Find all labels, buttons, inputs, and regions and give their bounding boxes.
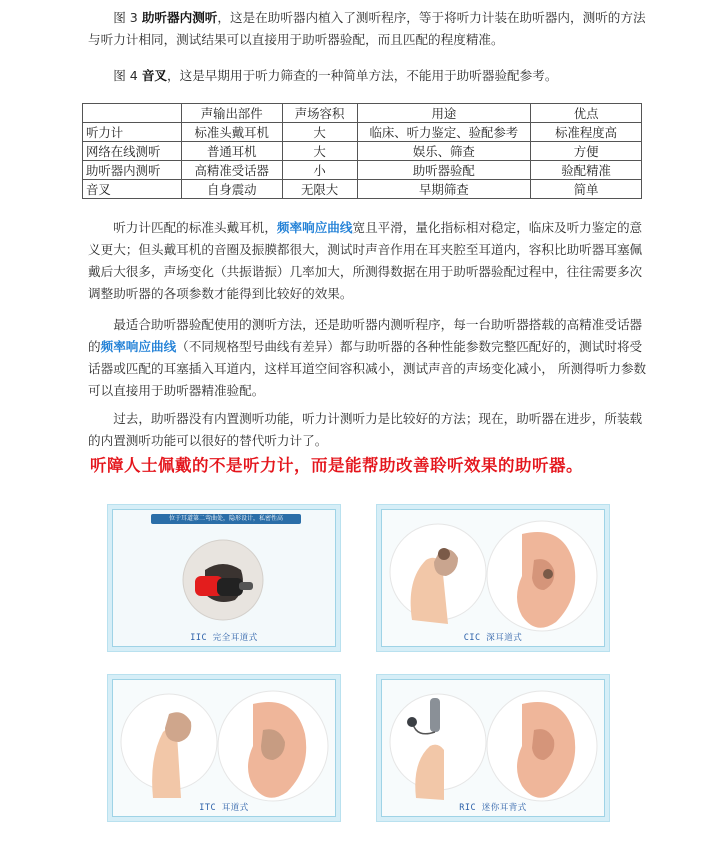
table-cell: 简单 bbox=[531, 180, 642, 199]
table-cell: 助听器内测听 bbox=[83, 161, 182, 180]
ric-image-card bbox=[381, 679, 605, 817]
fig3-paragraph bbox=[88, 7, 648, 51]
iic-image-card bbox=[112, 509, 336, 647]
table-cell: 标准头戴耳机 bbox=[181, 123, 282, 142]
iic-note: 位于耳道第二弯曲处，隐形设计，私密性高 bbox=[151, 514, 301, 524]
table-cell: 方便 bbox=[531, 142, 642, 161]
fig4-paragraph bbox=[88, 65, 648, 87]
table-header-cell: 声场容积 bbox=[282, 104, 357, 123]
para1-a: 听力计匹配的标准头戴耳机， bbox=[113, 220, 277, 235]
ric-illustration bbox=[382, 680, 604, 816]
table-cell: 自身震动 bbox=[181, 180, 282, 199]
iic-illustration bbox=[113, 510, 335, 646]
itc-image-card bbox=[112, 679, 336, 817]
table-row bbox=[83, 142, 642, 161]
fig4-prefix: 图 4 bbox=[113, 68, 142, 83]
table-cell: 高精准受话器 bbox=[181, 161, 282, 180]
iic-caption: IIC 完全耳道式 bbox=[190, 633, 258, 643]
ric-caption: RIC 迷你耳背式 bbox=[459, 803, 527, 813]
paragraph-headphones bbox=[88, 217, 648, 305]
table-cell: 娱乐、筛查 bbox=[357, 142, 531, 161]
table-cell: 临床、听力鉴定、验配参考 bbox=[357, 123, 531, 142]
table-row bbox=[83, 161, 642, 180]
table-cell: 早期筛查 bbox=[357, 180, 531, 199]
table-header-cell bbox=[83, 104, 182, 123]
para1-b: 宽且平滑，量化指标相对稳定，临床及听力鉴定的意义更大；但头戴耳机的音圈及振膜都很大，测试时声音作用在耳夹腔至耳道内，容积比助听器耳塞佩戴后大很多，声场变化（共振谐振）几率加大，所测得数据在用于助听器验配过程中，往往需要多次调整助听器的各项参数才能得到比较好的效果。 bbox=[88, 220, 643, 301]
table-header-cell: 优点 bbox=[531, 104, 642, 123]
table-cell: 验配精准 bbox=[531, 161, 642, 180]
frequency-response-link[interactable]: 频率响应曲线 bbox=[100, 339, 177, 354]
table-cell: 助听器验配 bbox=[357, 161, 531, 180]
table-row bbox=[83, 180, 642, 199]
table-cell: 网络在线测听 bbox=[83, 142, 182, 161]
paragraph-past-present: 过去，助听器没有内置测听功能，听力计测听力是比较好的方法；现在，助听器在进步，所装载的内置测听功能可以很好的替代听力计了。 bbox=[88, 411, 643, 448]
para2-b: （不同规格型号曲线有差异）都与助听器的各种性能参数完整匹配好的，测试时将受话器或匹配的耳塞插入耳道内，这样耳道空间容积减小，测试声音的声场变化减小， 所测得听力参数可以直接用于助听器精准验配。 bbox=[88, 339, 647, 398]
table-cell: 无限大 bbox=[282, 180, 357, 199]
table-cell: 音叉 bbox=[83, 180, 182, 199]
cic-caption: CIC 深耳道式 bbox=[463, 633, 523, 643]
cic-image-card bbox=[381, 509, 605, 647]
cic-illustration bbox=[382, 510, 604, 646]
fig3-text: ，这是在助听器内植入了测听程序，等于将听力计装在助听器内，测听的方法与听力计相同，测试结果可以直接用于助听器验配，而且匹配的程度精准。 bbox=[88, 10, 646, 47]
table-header-cell: 声输出部件 bbox=[181, 104, 282, 123]
table-cell: 大 bbox=[282, 142, 357, 161]
itc-caption: ITC 耳道式 bbox=[199, 803, 249, 813]
itc-illustration bbox=[113, 680, 335, 816]
table-cell: 大 bbox=[282, 123, 357, 142]
para2-a: 最适合助听器验配使用的测听方法，还是助听器内测听程序，每一台助听器搭载的高精准受话器的 bbox=[88, 317, 643, 354]
fig4-title: 音叉 bbox=[141, 68, 167, 83]
fig4-text: ，这是早期用于听力筛查的一种简单方法，不能用于助听器验配参考。 bbox=[167, 68, 558, 83]
frequency-response-link[interactable]: 频率响应曲线 bbox=[276, 220, 353, 235]
comparison-table bbox=[82, 103, 642, 199]
table-header-cell: 用途 bbox=[357, 104, 531, 123]
table-cell: 小 bbox=[282, 161, 357, 180]
table-cell: 标准程度高 bbox=[531, 123, 642, 142]
fig3-prefix: 图 3 bbox=[113, 10, 142, 25]
table-cell: 听力计 bbox=[83, 123, 182, 142]
table-header-row bbox=[83, 104, 642, 123]
highlight-statement: 听障人士佩戴的不是听力计，而是能帮助改善聆听效果的助听器。 bbox=[90, 456, 583, 475]
fig3-title: 助听器内测听 bbox=[141, 10, 218, 25]
paragraph-in-aid-test bbox=[88, 314, 648, 402]
table-cell: 普通耳机 bbox=[181, 142, 282, 161]
table-row bbox=[83, 123, 642, 142]
